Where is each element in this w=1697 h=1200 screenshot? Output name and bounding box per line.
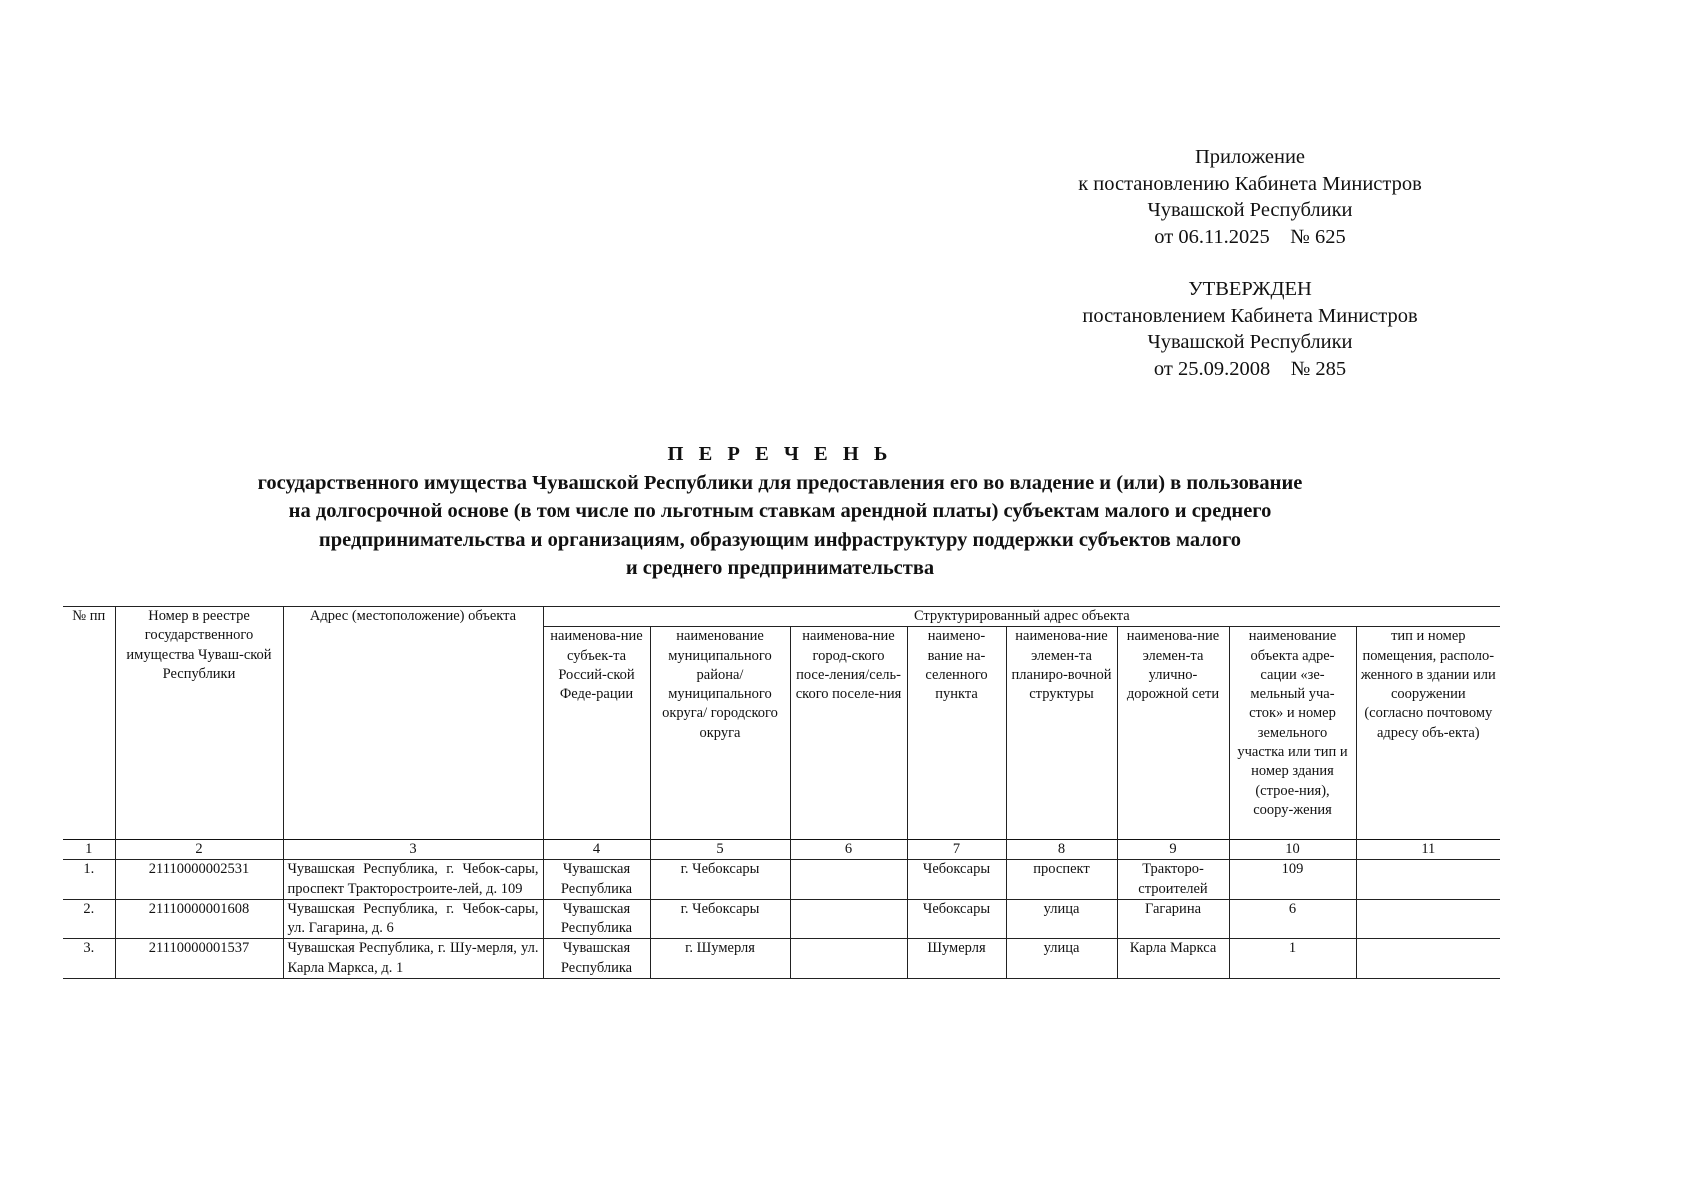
column-number-row <box>63 840 1500 860</box>
column-number: 3 <box>283 840 543 860</box>
settlement <box>790 939 907 979</box>
spacer <box>1020 250 1480 276</box>
appendix-republic: Чувашской Республики <box>1147 199 1353 221</box>
street: Карла Маркса <box>1117 939 1229 979</box>
property-table <box>63 606 1500 979</box>
table-row <box>63 860 1500 900</box>
municipality: г. Шумерля <box>650 939 790 979</box>
table-row <box>63 899 1500 939</box>
col-header-settlement: наименова-ние город-ского посе-ления/сель-ского поселе-ния <box>790 627 907 840</box>
column-number: 11 <box>1356 840 1500 860</box>
municipality: г. Чебоксары <box>650 860 790 900</box>
title-line-4: и среднего предпринимательства <box>625 557 935 579</box>
column-number: 7 <box>907 840 1006 860</box>
building-number: 6 <box>1229 899 1356 939</box>
col-header-building: наименование объекта адре-сации «зе-мельный уча-сток» и номер земельного участка или тип и номер здания (строе-ния), соору-жения <box>1229 627 1356 840</box>
title-line-2: на долгосрочной основе (в том числе по льготным ставкам арендной платы) субъектам малого и среднего <box>288 500 1272 522</box>
municipality: г. Чебоксары <box>650 899 790 939</box>
column-number: 8 <box>1006 840 1117 860</box>
col-header-structured-address: Структурированный адрес объекта <box>543 607 1500 627</box>
room <box>1356 899 1500 939</box>
col-header-address: Адрес (местоположение) объекта <box>283 607 543 840</box>
row-number: 2. <box>63 899 115 939</box>
street: Тракторо-строителей <box>1117 860 1229 900</box>
title-line-3: предпринимательства и организациям, образующим инфраструктуру поддержки субъектов малого <box>318 528 1242 551</box>
object-address: Чувашская Республика, г. Чебок-сары, проспект Тракторостроите-лей, д. 109 <box>283 860 543 900</box>
col-header-number: № пп <box>63 607 115 840</box>
locality: Чебоксары <box>907 860 1006 900</box>
col-header-plan-element: наименова-ние элемен-та планиро-вочной структуры <box>1006 627 1117 840</box>
object-address: Чувашская Республика, г. Шу-мерля, ул. Карла Маркса, д. 1 <box>283 939 543 979</box>
street: Гагарина <box>1117 899 1229 939</box>
settlement <box>790 899 907 939</box>
col-header-room: тип и номер помещения, располо-женного в здании или сооружении (согласно почтовому адресу объ-екта) <box>1356 627 1500 840</box>
column-number: 5 <box>650 840 790 860</box>
column-number: 1 <box>63 840 115 860</box>
settlement <box>790 860 907 900</box>
room <box>1356 939 1500 979</box>
table-row <box>63 939 1500 979</box>
header-row-1 <box>63 607 1500 627</box>
column-number: 4 <box>543 840 650 860</box>
building-number: 109 <box>1229 860 1356 900</box>
row-number: 1. <box>63 860 115 900</box>
registry-number: 21110000002531 <box>115 860 283 900</box>
column-number: 2 <box>115 840 283 860</box>
appendix-date-number: от 06.11.2025 № 625 <box>1154 225 1346 248</box>
registry-number: 21110000001537 <box>115 939 283 979</box>
registry-number: 21110000001608 <box>115 899 283 939</box>
building-number: 1 <box>1229 939 1356 979</box>
object-address: Чувашская Республика, г. Чебок-сары, ул. Гагарина, д. 6 <box>283 899 543 939</box>
column-number: 10 <box>1229 840 1356 860</box>
federal-subject: Чувашская Республика <box>543 860 650 900</box>
document-title <box>80 440 1480 583</box>
col-header-registry: Номер в реестре государственного имущества Чуваш-ской Республики <box>115 607 283 840</box>
col-header-locality: наимено-вание на-селенного пункта <box>907 627 1006 840</box>
plan-element: улица <box>1006 899 1117 939</box>
approved-republic: Чувашской Республики <box>1147 331 1353 353</box>
col-header-street: наименова-ние элемен-та улично-дорожной сети <box>1117 627 1229 840</box>
locality: Шумерля <box>907 939 1006 979</box>
column-number: 9 <box>1117 840 1229 860</box>
federal-subject: Чувашская Республика <box>543 899 650 939</box>
federal-subject: Чувашская Республика <box>543 939 650 979</box>
title-line-1: государственного имущества Чувашской Республики для предоставления его во владение и (или) в пользование <box>257 471 1303 494</box>
row-number: 3. <box>63 939 115 979</box>
appendix-reference: к постановлению Кабинета Министров <box>1078 172 1422 195</box>
column-number: 6 <box>790 840 907 860</box>
approved-reference: постановлением Кабинета Министров <box>1082 304 1418 327</box>
plan-element: улица <box>1006 939 1117 979</box>
col-header-subject: наименова-ние субъек-та Россий-ской Феде-рации <box>543 627 650 840</box>
locality: Чебоксары <box>907 899 1006 939</box>
title-heading: П Е Р Е Ч Е Н Ь <box>667 443 893 465</box>
approved-date-number: от 25.09.2008 № 285 <box>1153 357 1347 380</box>
col-header-municipality: наименование муниципального района/ муниципального округа/ городского округа <box>650 627 790 840</box>
approved-label: УТВЕРЖДЕН <box>1188 278 1312 300</box>
appendix-label: Приложение <box>1194 146 1306 168</box>
appendix-block <box>1020 144 1480 382</box>
room <box>1356 860 1500 900</box>
plan-element: проспект <box>1006 860 1117 900</box>
